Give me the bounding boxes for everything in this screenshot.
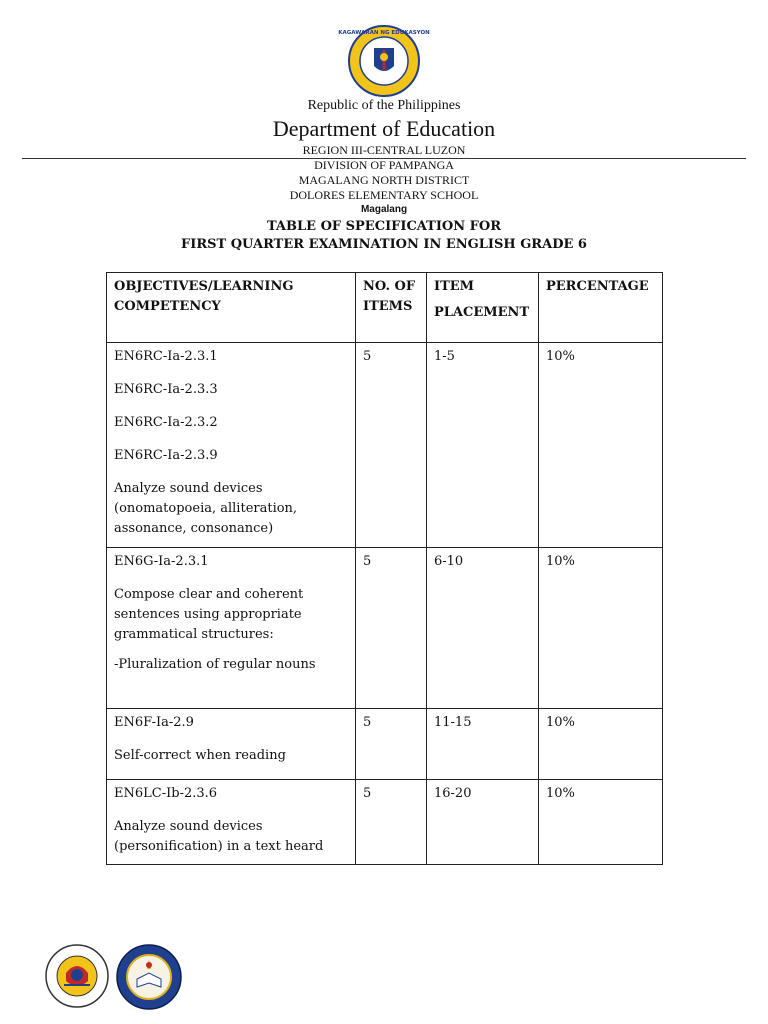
competency-code: EN6LC-Ib-2.3.6 [114, 786, 218, 801]
document-title-line1: TABLE OF SPECIFICATION FOR [266, 219, 502, 234]
competency-code: EN6RC-Ia-2.3.1 [114, 349, 218, 364]
percentage-cell: 10% [539, 780, 663, 865]
header-items-line1: NO. OF [363, 279, 416, 294]
deped-footer-seal-logo [44, 943, 110, 1009]
percentage-cell: 10% [539, 709, 663, 780]
school-footer-seal-logo [115, 943, 183, 1011]
percentage-cell: 10% [539, 548, 663, 709]
table-row [107, 548, 663, 709]
town-line: Magalang [360, 204, 408, 215]
competency-description: Analyze sound devices (onomatopoeia, alliteration, assonance, consonance) [114, 481, 298, 536]
specification-table [106, 272, 663, 865]
competency-description: Self-correct when reading [114, 748, 286, 763]
objectives-cell [107, 709, 356, 780]
header-item-placement [427, 273, 539, 343]
competency-code: EN6F-Ia-2.9 [114, 715, 194, 730]
header-percentage: PERCENTAGE [539, 273, 663, 343]
competency-description: Compose clear and coherent sentences using appropriate grammatical structures: [114, 587, 304, 642]
competency-code: EN6RC-Ia-2.3.9 [114, 448, 218, 463]
items-cell: 5 [356, 780, 427, 865]
header-items-line2: ITEMS [363, 299, 413, 314]
items-cell: 5 [356, 343, 427, 548]
deped-seal-logo [338, 24, 430, 98]
district-line: MAGALANG NORTH DISTRICT [298, 173, 470, 187]
republic-line: Republic of the Philippines [307, 98, 461, 113]
header-placement-line1: ITEM [434, 279, 475, 294]
table-row [107, 343, 663, 548]
placement-cell: 1-5 [427, 343, 539, 548]
division-line: DIVISION OF PAMPANGA [314, 158, 454, 172]
table-row [107, 709, 663, 780]
region-line: REGION III-CENTRAL LUZON [302, 143, 466, 157]
percentage-cell: 10% [539, 343, 663, 548]
table-header-row [107, 273, 663, 343]
department-name: Department of Education [272, 116, 496, 141]
competency-code: EN6RC-Ia-2.3.3 [114, 382, 218, 397]
document-title-line2: FIRST QUARTER EXAMINATION IN ENGLISH GRADE 6 [181, 237, 587, 252]
objectives-cell [107, 343, 356, 548]
items-cell: 5 [356, 709, 427, 780]
competency-subtopic: -Pluralization of regular nouns [114, 657, 316, 672]
header-objectives-line1: OBJECTIVES/LEARNING [114, 279, 294, 294]
objectives-cell [107, 780, 356, 865]
competency-code: EN6G-Ia-2.3.1 [114, 554, 209, 569]
placement-cell: 11-15 [427, 709, 539, 780]
header-placement-line2: PLACEMENT [434, 305, 530, 320]
competency-code: EN6RC-Ia-2.3.2 [114, 415, 218, 430]
competency-description: Analyze sound devices (personification) in a text heard [114, 819, 324, 854]
header-objectives [107, 273, 356, 343]
table-row [107, 780, 663, 865]
items-cell: 5 [356, 548, 427, 709]
placement-cell: 6-10 [427, 548, 539, 709]
placement-cell: 16-20 [427, 780, 539, 865]
header-objectives-line2: COMPETENCY [114, 299, 221, 314]
school-line: DOLORES ELEMENTARY SCHOOL [289, 188, 479, 202]
objectives-cell [107, 548, 356, 709]
svg-text:KAGAWARAN NG EDUKASYON: KAGAWARAN NG EDUKASYON [338, 30, 430, 36]
header-no-of-items [356, 273, 427, 343]
